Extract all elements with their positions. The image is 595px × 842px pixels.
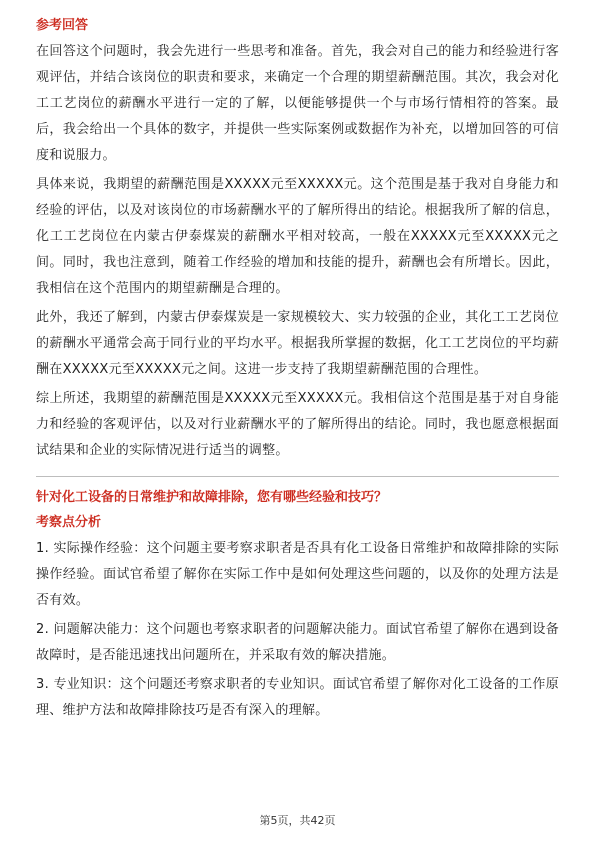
page-footer — [0, 812, 595, 828]
analysis-item-2: 2. 问题解决能力：这个问题也考察求职者的问题解决能力。面试官希望了解你在遇到设备故障时，是否能迅速找出问题所在，并采取有效的解决措施。 — [36, 622, 559, 663]
answer-paragraph-1: 在回答这个问题时，我会先进行一些思考和准备。首先，我会对自己的能力和经验进行客观评估，并结合该岗位的职责和要求，来确定一个合理的期望薪酬范围。其次，我会对化工工艺岗位的薪酬水平进行一定的了解，以便能够提供一个与市场行情相符的答案。最后，我会给出一个具体的数字，并提供一些实际案例或数据作为补充，以增加回答的可信度和说服力。 — [36, 44, 559, 163]
analysis-item-3: 3. 专业知识：这个问题还考察求职者的专业知识。面试官希望了解你对化工设备的工作原理、维护方法和故障排除技巧是否有深入的理解。 — [36, 677, 559, 718]
question-title: 针对化工设备的日常维护和故障排除，您有哪些经验和技巧？ — [36, 490, 388, 505]
page-indicator: 第5页，共42页 — [259, 814, 336, 827]
analysis-heading: 考察点分析 — [36, 515, 102, 530]
page-content — [36, 16, 559, 727]
answer-paragraph-2: 具体来说，我期望的薪酬范围是XXXXX元至XXXXX元。这个范围是基于我对自身能力和经验的评估，以及对该岗位的市场薪酬水平的了解所得出的结论。根据我所了解的信息，化工工艺岗位在内蒙古伊泰煤炭的薪酬水平相对较高，一般在XXXXX元至XXXXX元之间。同时，我也注意到，随着工作经验的增加和技能的提升，薪酬也会有所增长。因此，我相信在这个范围内的期望薪酬是合理的。 — [36, 177, 559, 296]
answer-paragraph-4: 综上所述，我期望的薪酬范围是XXXXX元至XXXXX元。我相信这个范围是基于对自身能力和经验的客观评估，以及对行业薪酬水平的了解所得出的结论。同时，我也愿意根据面试结果和企业的实际情况进行适当的调整。 — [36, 391, 559, 458]
answer-heading: 参考回答 — [36, 18, 89, 33]
answer-paragraph-3: 此外，我还了解到，内蒙古伊泰煤炭是一家规模较大、实力较强的企业，其化工工艺岗位的薪酬水平通常会高于同行业的平均水平。根据我所掌握的数据，化工工艺岗位的平均薪酬在XXXXX元至XXXXX元之间。这进一步支持了我期望薪酬范围的合理性。 — [36, 310, 559, 377]
section-divider — [36, 476, 559, 477]
analysis-item-1: 1. 实际操作经验：这个问题主要考察求职者是否具有化工设备日常维护和故障排除的实际操作经验。面试官希望了解你在实际工作中是如何处理这些问题的，以及你的处理方法是否有效。 — [36, 541, 559, 608]
